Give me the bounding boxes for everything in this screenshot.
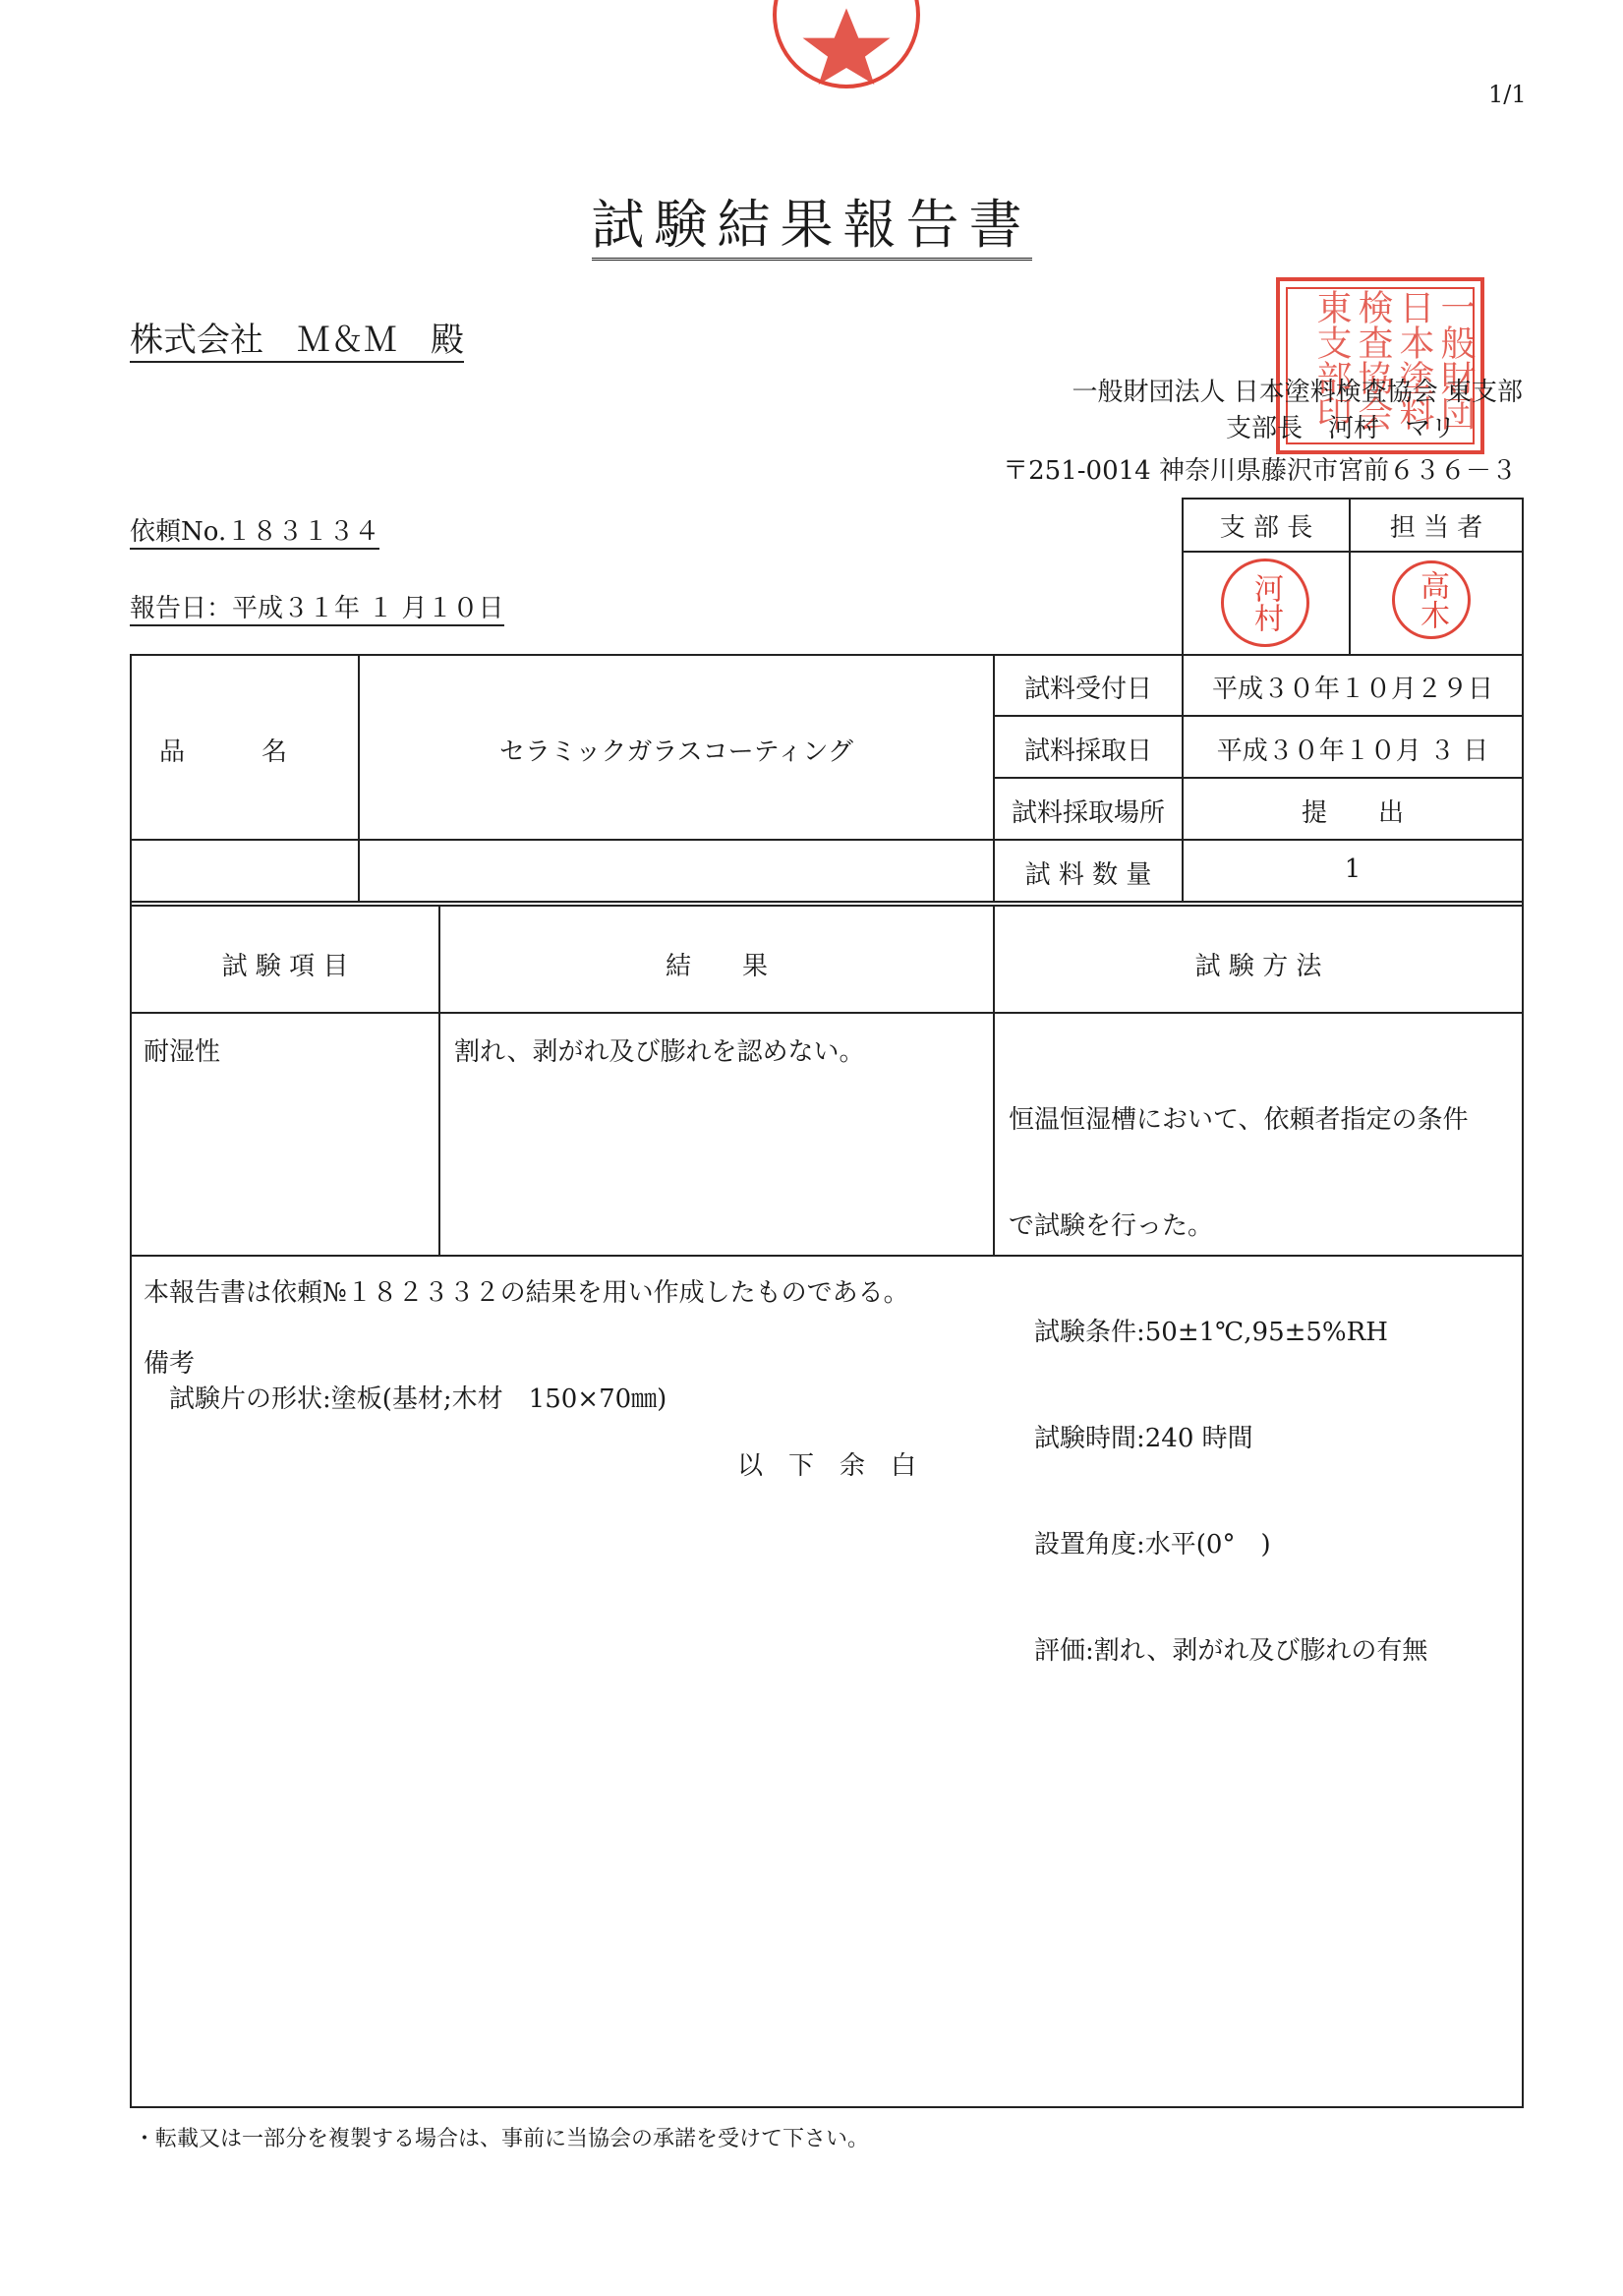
test-method: [1009, 1031, 1468, 1704]
sample-info-value: 平成３０年１０月２９日: [1211, 675, 1493, 704]
results-header-method: 試 験 方 法: [1194, 952, 1322, 981]
remarks-label: 備考: [144, 1349, 196, 1379]
branch-chief-seal: 河村: [1221, 559, 1309, 647]
request-number: 依頼No.１８３１３４: [130, 517, 379, 550]
report-statement: 本報告書は依頼№１８２３３２の結果を用い作成したものである。: [144, 1278, 909, 1308]
report-title: 試験結果報告書: [592, 194, 1032, 261]
sample-info-label: 試 料 数 量: [1024, 860, 1152, 890]
blank-below-marker: 以 下 余 白: [736, 1451, 916, 1481]
approval-header-branch-chief: 支 部 長: [1219, 513, 1313, 543]
results-header-result: 結 果: [665, 952, 768, 981]
issuer-head: 支部長 河村 マリ: [1225, 414, 1456, 443]
sample-info-value: 提 出: [1301, 798, 1404, 828]
sample-info-value: 1: [1344, 854, 1362, 884]
page-indicator: 1/1: [1488, 81, 1527, 108]
seal-star-icon: [777, 0, 916, 85]
issuer-org: 一般財団法人 日本塗料検査協会 東支部: [1072, 378, 1523, 407]
test-result: 割れ、剥がれ及び膨れを認めない。: [454, 1037, 865, 1067]
top-seal-stamp: [773, 0, 920, 88]
test-method-line: で試験を行った。: [1009, 1211, 1214, 1241]
test-method-line: 評価:割れ、剥がれ及び膨れの有無: [1009, 1636, 1428, 1666]
sample-info-label: 試料採取日: [1023, 736, 1152, 766]
association-seal: 一般財団 日本塗料 検査協会 東支部印: [1276, 277, 1484, 454]
report-date: 報告日：平成３１年 １ 月１０日: [130, 594, 504, 626]
product-name: セラミックガラスコーティング: [498, 737, 854, 767]
product-name-label: 品 名: [159, 737, 288, 767]
issuer-address: 〒251-0014 神奈川県藤沢市宮前６３６－３: [1003, 456, 1517, 486]
addressee: 株式会社 Ｍ＆Ｍ 殿: [130, 321, 464, 363]
footer-notice: ・転載又は一部分を複製する場合は、事前に当協会の承諾を受けて下さい。: [134, 2127, 870, 2151]
person-in-charge-seal: 高木: [1392, 560, 1471, 639]
test-method-line: 試験時間:240 時間: [1009, 1424, 1253, 1453]
test-item: 耐湿性: [144, 1037, 221, 1067]
sample-info-label: 試料受付日: [1023, 675, 1152, 704]
test-method-line: 設置角度:水平(0° ): [1009, 1530, 1271, 1560]
approval-header-person-in-charge: 担 当 者: [1389, 513, 1483, 543]
sample-info-label: 試料採取場所: [1011, 798, 1165, 828]
test-method-line: 恒温恒湿槽において、依頼者指定の条件: [1009, 1105, 1469, 1135]
remarks-text: 試験片の形状:塗板(基材;木材 150×70㎜): [144, 1384, 667, 1414]
sample-info-value: 平成３０年１０月 ３ 日: [1216, 736, 1489, 766]
results-header-item: 試 験 項 目: [221, 952, 349, 981]
test-method-line: 試験条件:50±1℃,95±5%RH: [1009, 1318, 1388, 1347]
